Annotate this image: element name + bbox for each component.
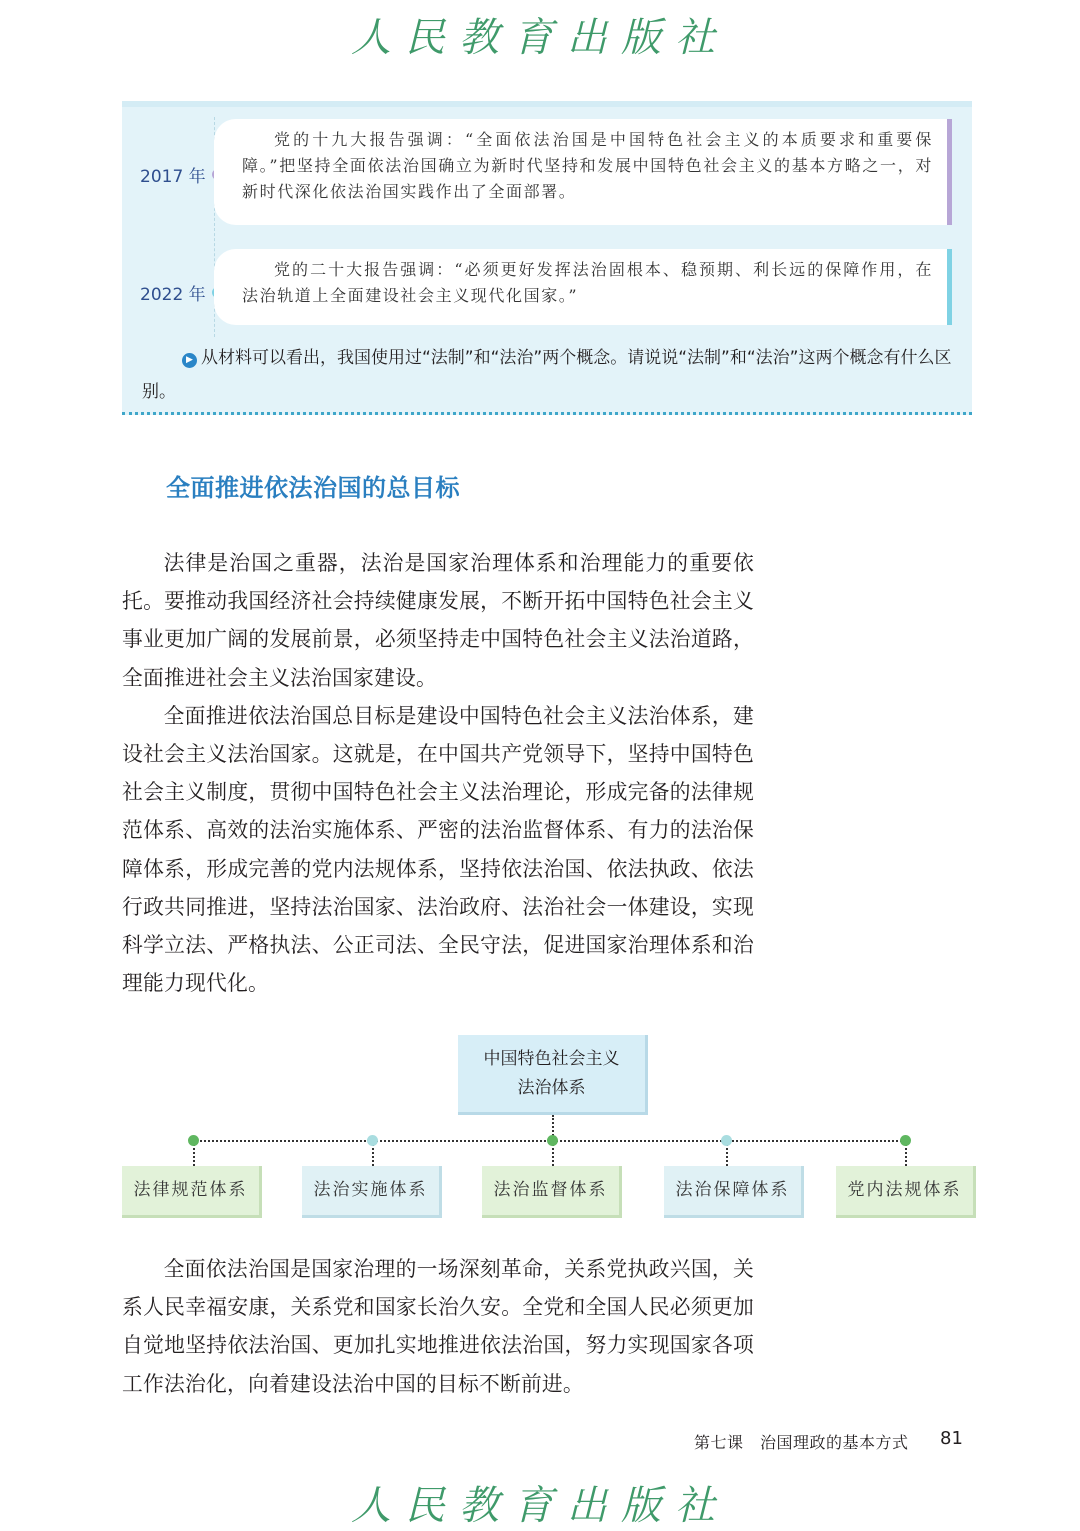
discussion-question — [142, 341, 956, 409]
connector-line — [193, 1140, 905, 1142]
year-label: 2022 年 — [140, 285, 206, 305]
node-dot-icon — [188, 1135, 199, 1146]
material-box — [122, 101, 972, 415]
connector-line — [726, 1141, 728, 1166]
paragraph: 法律是治国之重器，法治是国家治理体系和治理能力的重要依托。要推动我国经济社会持续健康发展，不断开拓中国特色社会主义事业更加广阔的发展前景，必须坚持走中国特色社会主义法治道路，全面推进社会主义法治国家建设。 — [122, 551, 754, 690]
timeline-year-2017 — [140, 162, 223, 187]
connector-line — [372, 1141, 374, 1166]
connector-line — [905, 1141, 907, 1166]
node-dot-icon — [367, 1135, 378, 1146]
year-label: 2017 年 — [140, 167, 206, 187]
quote-2017: 党的十九大报告强调：“全面依法治国是中国特色社会主义的本质要求和重要保障。”把坚持全面依法治国确立为新时代坚持和发展中国特色社会主义的基本方略之一，对新时代深化依法治国实践作出了全面部署。 — [214, 119, 952, 225]
node-dot-icon — [900, 1135, 911, 1146]
page-number: 81 — [940, 1428, 963, 1449]
publisher-watermark: 人民教育出版社 — [351, 1483, 729, 1529]
paragraph: 全面依法治国是国家治理的一场深刻革命，关系党执政兴国，关系人民幸福安康，关系党和国家长治久安。全党和全国人民必须更加自觉地坚持依法治国、更加扎实地推进依法治国，努力实现国家各项工作法治化，向着建设法治中国的目标不断前进。 — [122, 1257, 754, 1396]
diagram-child-node: 法治监督体系 — [482, 1166, 622, 1218]
node-dot-icon — [547, 1135, 558, 1146]
arrow-right-circle-icon: ▶ — [182, 353, 197, 368]
section-title: 全面推进依法治国的总目标 — [166, 473, 460, 502]
paragraph: 全面推进依法治国总目标是建设中国特色社会主义法治体系，建设社会主义法治国家。这就是，在中国共产党领导下，坚持中国特色社会主义制度，贯彻中国特色社会主义法治理论，形成完备的法律规范体系、高效的法治实施体系、严密的法治监督体系、有力的法治保障体系，形成完善的党内法规体系，坚持依法治国、依法执政、依法行政共同推进，坚持法治国家、法治政府、法治社会一体建设，实现科学立法、严格执法、公正司法、全民守法，促进国家治理体系和治理能力现代化。 — [122, 703, 754, 996]
root-label-line1: 中国特色社会主义 — [483, 1049, 620, 1069]
connector-line — [193, 1141, 195, 1166]
connector-line — [552, 1141, 554, 1166]
root-label-line2: 法治体系 — [517, 1078, 586, 1098]
diagram-child-node: 法治保障体系 — [664, 1166, 804, 1218]
diagram-root-node — [458, 1035, 648, 1115]
diagram-child-node: 法律规范体系 — [122, 1166, 262, 1218]
diagram-child-node: 法治实施体系 — [302, 1166, 442, 1218]
publisher-watermark: 人民教育出版社 — [351, 15, 729, 61]
timeline-year-2022 — [140, 280, 223, 305]
lesson-footer: 第七课 治国理政的基本方式 — [694, 1433, 909, 1452]
question-text: 从材料可以看出，我国使用过“法制”和“法治”两个概念。请说说“法制”和“法治”这两个概念有什么区别。 — [142, 348, 952, 402]
node-dot-icon — [721, 1135, 732, 1146]
connector-line — [552, 1115, 554, 1140]
body-text-upper — [122, 544, 754, 1002]
diagram-child-node: 党内法规体系 — [836, 1166, 976, 1218]
quote-2022: 党的二十大报告强调：“必须更好发挥法治固根本、稳预期、利长远的保障作用，在法治轨道上全面建设社会主义现代化国家。” — [214, 249, 952, 325]
body-text-lower — [122, 1250, 754, 1403]
